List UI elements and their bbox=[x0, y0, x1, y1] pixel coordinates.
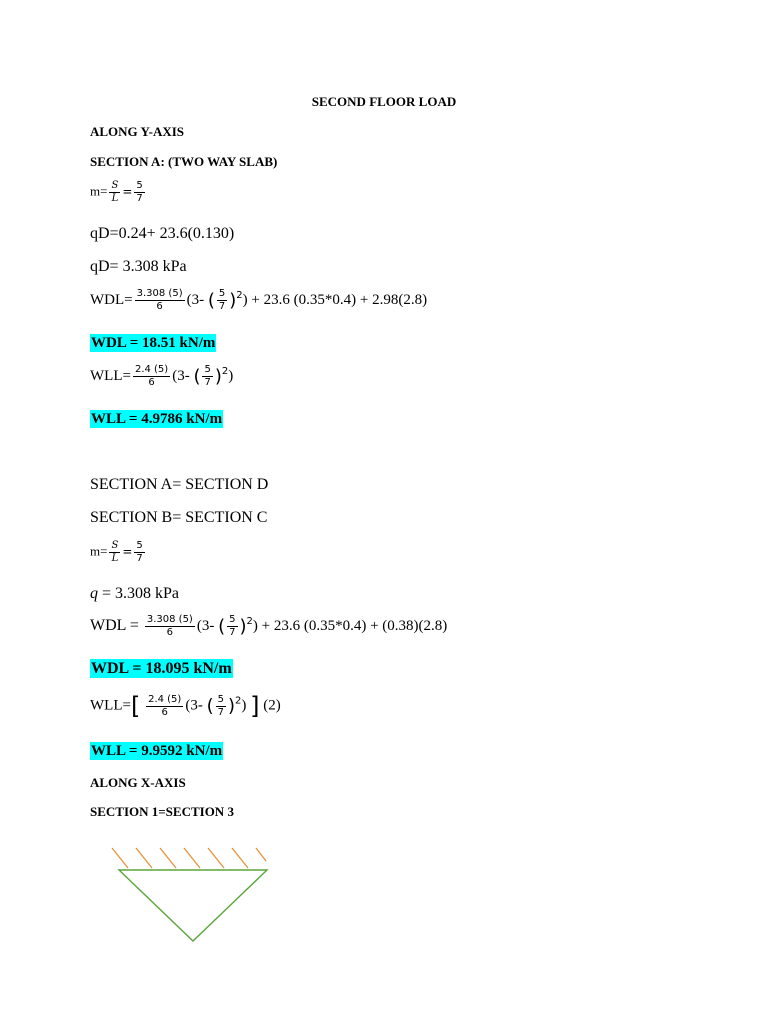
left-paren: ( bbox=[218, 616, 226, 637]
wll-result-highlight: WLL = 4.9786 kN/m bbox=[91, 411, 223, 427]
fraction-denominator: 7 bbox=[136, 553, 143, 564]
fraction-numerator: 5 bbox=[136, 180, 143, 191]
q-rest: = 3.308 kPa bbox=[98, 585, 180, 602]
support-hatching bbox=[112, 848, 266, 868]
ratio-fraction bbox=[216, 694, 226, 719]
s-over-l-fraction bbox=[109, 180, 120, 205]
wdl-numerator: 3.308 (5) bbox=[146, 614, 193, 625]
wdl-tail: ) + 23.6 (0.35*0.4) + (0.38)(2.8) bbox=[252, 618, 448, 635]
wll-fraction bbox=[133, 364, 170, 389]
ratio-denominator: 7 bbox=[217, 706, 224, 718]
triangular-load-diagram bbox=[100, 840, 290, 950]
squared-exponent: 2 bbox=[221, 365, 229, 377]
ratio-fraction bbox=[227, 614, 237, 639]
wdl-equation-bc bbox=[90, 614, 447, 639]
hatch-line bbox=[208, 848, 224, 868]
wdl-numerator: 3.308 (5) bbox=[136, 288, 183, 299]
squared-exponent: 2 bbox=[236, 289, 243, 301]
wdl-denominator: 6 bbox=[156, 301, 163, 312]
wll-result-bc bbox=[90, 742, 223, 760]
wdl-result-bc bbox=[90, 660, 233, 678]
s-symbol: S bbox=[111, 540, 119, 551]
x-axis-heading: ALONG X-AXIS bbox=[90, 775, 186, 790]
wdl-label: WDL = bbox=[90, 617, 143, 635]
five-sevenths-fraction bbox=[134, 540, 144, 565]
q-symbol: q bbox=[90, 585, 98, 602]
open-bracket: [ bbox=[130, 692, 141, 720]
qd-equation: qD=0.24+ 23.6(0.130) bbox=[90, 225, 235, 242]
left-paren: ( bbox=[193, 366, 201, 387]
squared-exponent: 2 bbox=[235, 695, 242, 707]
wll-result-a bbox=[90, 410, 223, 428]
s-symbol: S bbox=[111, 180, 119, 191]
q-value bbox=[90, 585, 179, 603]
wll-fraction bbox=[146, 694, 183, 719]
wll-tail: ) bbox=[241, 697, 247, 714]
wdl-denominator: 6 bbox=[166, 627, 174, 638]
wdl-label: WDL= bbox=[90, 291, 133, 308]
five-sevenths-fraction bbox=[134, 180, 144, 205]
wll-mid: (3- bbox=[185, 697, 207, 714]
load-triangle bbox=[119, 870, 267, 941]
wll-equation-bc bbox=[90, 692, 281, 720]
s-over-l-fraction bbox=[109, 540, 120, 565]
wdl-mid: (3- bbox=[186, 291, 208, 308]
wdl-mid: (3- bbox=[196, 618, 219, 635]
left-paren: ( bbox=[207, 290, 215, 311]
ratio-denominator: 7 bbox=[218, 301, 226, 312]
hatch-line bbox=[256, 848, 266, 861]
wdl-result-a bbox=[90, 334, 216, 352]
wdl-tail: ) + 23.6 (0.35*0.4) + 2.98(2.8) bbox=[242, 291, 428, 308]
fraction-numerator: 5 bbox=[136, 540, 143, 551]
section-b-equals-c: SECTION B= SECTION C bbox=[90, 509, 268, 526]
ratio-denominator: 7 bbox=[229, 627, 236, 638]
wll-label: WLL= bbox=[90, 367, 131, 384]
ratio-fraction bbox=[217, 288, 227, 313]
section-a-heading: SECTION A: (TWO WAY SLAB) bbox=[90, 154, 278, 169]
right-paren: ) bbox=[214, 366, 222, 387]
m-ratio-equation bbox=[90, 180, 147, 205]
wll-result-highlight: WLL = 9.9592 kN/m bbox=[91, 743, 223, 759]
qd-result: qD= 3.308 kPa bbox=[90, 258, 187, 275]
wll-label: WLL= bbox=[90, 697, 131, 714]
right-paren: ) bbox=[227, 695, 236, 717]
section-a-equals-d: SECTION A= SECTION D bbox=[90, 476, 269, 493]
right-paren: ) bbox=[239, 616, 247, 637]
equals-sign: = bbox=[122, 184, 133, 199]
squared-exponent: 2 bbox=[246, 615, 253, 627]
wdl-result-highlight: WDL = 18.095 kN/m bbox=[91, 660, 232, 677]
ratio-numerator: 5 bbox=[229, 614, 236, 625]
ratio-numerator: 5 bbox=[218, 288, 226, 299]
section-1-3-heading: SECTION 1=SECTION 3 bbox=[90, 804, 234, 819]
m-label: m= bbox=[90, 543, 108, 559]
wdl-result-highlight: WDL = 18.51 kN/m bbox=[91, 335, 216, 351]
right-paren: ) bbox=[229, 290, 237, 311]
y-axis-heading: ALONG Y-AXIS bbox=[90, 124, 185, 139]
l-symbol: L bbox=[111, 553, 119, 564]
left-paren: ( bbox=[206, 695, 214, 717]
m-label: m= bbox=[90, 183, 108, 199]
wll-multiplier: (2) bbox=[259, 697, 281, 714]
hatch-line bbox=[232, 848, 248, 868]
hatch-line bbox=[112, 848, 128, 868]
ratio-fraction bbox=[202, 364, 212, 389]
ratio-numerator: 5 bbox=[204, 364, 211, 375]
hatch-line bbox=[160, 848, 176, 868]
m-ratio-equation-2 bbox=[90, 540, 147, 565]
wdl-fraction bbox=[145, 614, 195, 639]
wdl-equation bbox=[90, 288, 427, 313]
fraction-denominator: 7 bbox=[136, 193, 143, 204]
ratio-denominator: 7 bbox=[204, 377, 211, 388]
equals-sign: = bbox=[122, 544, 133, 559]
page-title: SECOND FLOOR LOAD bbox=[311, 94, 457, 109]
wll-tail: ) bbox=[228, 367, 234, 384]
wll-numerator: 2.4 (5) bbox=[148, 693, 182, 705]
hatch-line bbox=[136, 848, 152, 868]
wll-numerator: 2.4 (5) bbox=[134, 364, 169, 375]
wll-equation bbox=[90, 364, 233, 389]
close-bracket: ] bbox=[250, 692, 260, 720]
ratio-numerator: 5 bbox=[217, 693, 224, 705]
wll-denominator: 6 bbox=[161, 706, 168, 718]
l-symbol: L bbox=[111, 193, 119, 204]
wdl-fraction bbox=[135, 288, 185, 313]
wll-mid: (3- bbox=[172, 367, 194, 384]
hatch-line bbox=[184, 848, 200, 868]
wll-denominator: 6 bbox=[148, 377, 155, 388]
